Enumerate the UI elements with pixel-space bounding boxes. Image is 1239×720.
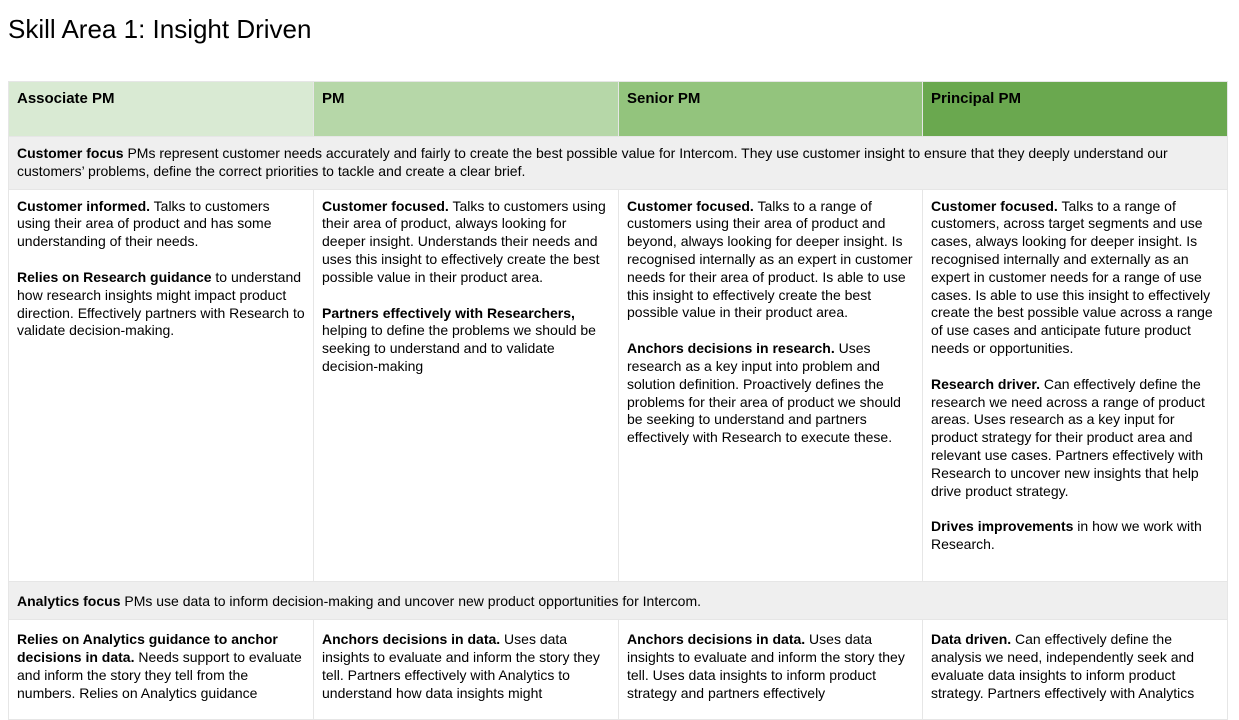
customer-focus-description <box>9 137 1228 190</box>
analytics-focus-description <box>9 581 1228 620</box>
paragraph-text: Talks to customers using their area of product, always looking for deeper insight. Understands their needs and uses this insight to effectively create the best possible value in their product area. <box>322 197 606 285</box>
analytics-focus-associate-pm <box>9 620 314 720</box>
paragraph-lead: Data driven. <box>931 631 1012 648</box>
paragraph <box>322 305 610 376</box>
paragraph-text: Uses data insights to evaluate and inform the story they tell. Partners effectively with Analytics to understand how data insights might <box>322 631 600 701</box>
paragraph <box>931 631 1219 702</box>
paragraph-lead: Customer informed. <box>17 197 151 214</box>
paragraph-lead: Anchors decisions in data. <box>322 631 501 648</box>
paragraph <box>627 340 914 447</box>
paragraph-lead: Anchors decisions in data. <box>627 631 806 648</box>
paragraph-lead: Relies on Research guidance <box>17 268 212 285</box>
paragraph <box>931 198 1219 358</box>
page-title: Skill Area 1: Insight Driven <box>8 14 312 44</box>
paragraph <box>322 198 610 287</box>
paragraph-lead: Customer focused. <box>931 197 1058 214</box>
section-description-row <box>9 137 1228 190</box>
paragraph-text: Talks to a range of customers using their area of product and beyond, always looking for deeper insight. Is recognised internally as an expert in customer needs for their area of product. Is able to use this insight to effectively create the best possible value in their product area. <box>627 197 913 321</box>
skill-matrix-table <box>8 81 1228 720</box>
analytics-focus-principal-pm <box>923 620 1228 720</box>
paragraph-text: Needs support to evaluate and inform the story they tell from the numbers. Relies on Analytics guidance <box>17 649 302 701</box>
paragraph <box>931 518 1219 554</box>
paragraph-text: Talks to customers using their area of product and has some understanding of their needs. <box>17 197 272 250</box>
paragraph-lead: Partners effectively with Researchers, <box>322 304 575 321</box>
customer-focus-senior-pm <box>619 189 923 581</box>
paragraph-text: in how we work with Research. <box>931 518 1202 553</box>
paragraph <box>627 631 914 702</box>
paragraph-lead: Relies on Analytics guidance to anchor decisions in data. <box>17 631 278 666</box>
section-name: Analytics focus <box>17 592 121 609</box>
section-description: PMs represent customer needs accurately and fairly to create the best possible value for Intercom. They use customer insight to ensure that they deeply understand our customers’ problems, define the correct priorities to tackle and create a clear brief. <box>17 145 1168 179</box>
customer-focus-principal-pm <box>923 189 1228 581</box>
customer-focus-pm <box>314 189 619 581</box>
level-header-associate-pm: Associate PM <box>9 82 314 137</box>
paragraph-lead: Drives improvements <box>931 518 1074 535</box>
paragraph-text: Uses data insights to evaluate and inform the story they tell. Uses data insights to inform product strategy and partners effectively <box>627 631 905 701</box>
paragraph <box>17 269 305 340</box>
paragraph-text: Uses research as a key input into problem and solution definition. Proactively defines the problems for their area of product we should be seeking to understand and partners effectively with Research to execute these. <box>627 340 901 446</box>
paragraph <box>322 631 610 702</box>
paragraph <box>627 198 914 323</box>
section-description-row <box>9 581 1228 620</box>
paragraph <box>931 376 1219 501</box>
paragraph-lead: Research driver. <box>931 375 1040 392</box>
level-header-senior-pm: Senior PM <box>619 82 923 137</box>
paragraph-text: Can effectively define the analysis we need, independently seek and evaluate data insights to inform product strategy. Partners effectively with Analytics <box>931 631 1195 701</box>
analytics-focus-senior-pm <box>619 620 923 720</box>
paragraph-text: Talks to a range of customers, across target segments and use cases, always looking for deeper insight. Is recognised internally and externally as an expert in customer needs for a range of use cases. Is able to use this insight to effectively create the best possible value across a range of use cases and anticipate future product needs or opportunities. <box>931 197 1213 356</box>
analytics-focus-pm <box>314 620 619 720</box>
paragraph-lead: Anchors decisions in research. <box>627 340 835 357</box>
paragraph-lead: Customer focused. <box>627 197 754 214</box>
level-header-principal-pm: Principal PM <box>923 82 1228 137</box>
section-description: PMs use data to inform decision-making and uncover new product opportunities for Intercom. <box>124 592 701 609</box>
level-header-row <box>9 82 1228 137</box>
level-header-pm: PM <box>314 82 619 137</box>
paragraph <box>17 631 305 702</box>
paragraph <box>17 198 305 251</box>
paragraph-text: Can effectively define the research we need across a range of product areas. Uses research as a key input for product strategy for their product area and relevant use cases. Partners effectively with Research to uncover new insights that help drive product strategy. <box>931 375 1205 499</box>
paragraph-lead: Customer focused. <box>322 197 449 214</box>
paragraph-text: to understand how research insights might impact product direction. Effectively partners with Research to validate decision-making. <box>17 268 305 339</box>
section-levels-row <box>9 189 1228 581</box>
section-levels-row <box>9 620 1228 720</box>
customer-focus-associate-pm <box>9 189 314 581</box>
section-name: Customer focus <box>17 145 124 161</box>
paragraph-text: helping to define the problems we should be seeking to understand and to validate decision-making <box>322 322 596 374</box>
